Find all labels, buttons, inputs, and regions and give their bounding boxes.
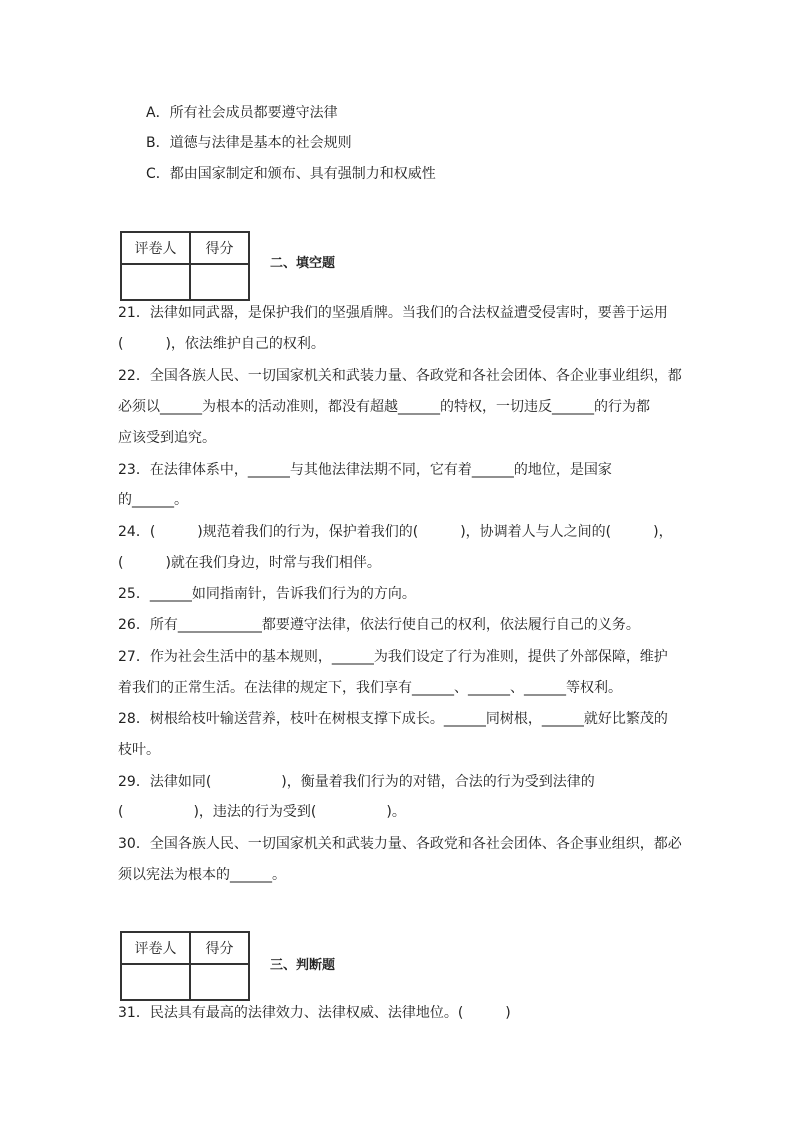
score-header: 得分	[190, 232, 249, 264]
question-line: ( )，违法的行为受到( )。	[118, 804, 406, 820]
question-line: 必须以______为根本的活动准则，都没有超越______的特权，一切违反______的行为都	[118, 399, 650, 415]
grader-cell[interactable]	[121, 264, 190, 300]
option-b: B．道德与法律是基本的社会规则	[146, 135, 352, 151]
score-cell[interactable]	[190, 964, 249, 1000]
grader-header: 评卷人	[121, 232, 190, 264]
question-line: 的______。	[118, 492, 188, 508]
option-a: A．所有社会成员都要遵守法律	[146, 105, 338, 121]
question-line: ( )就在我们身边，时常与我们相伴。	[118, 555, 381, 571]
question-line: 枝叶。	[118, 742, 160, 758]
question-line: 29．法律如同( )，衡量着我们行为的对错，合法的行为受到法律的	[118, 774, 595, 790]
grader-header: 评卷人	[121, 932, 190, 964]
question-line: 30．全国各族人民、一切国家机关和武装力量、各政党和各社会团体、各企事业组织，都必	[118, 836, 682, 852]
section-title-true-false: 三、判断题	[270, 958, 336, 973]
question-line: 24．( )规范着我们的行为，保护着我们的( )，协调着人与人之间的( )，	[118, 524, 673, 540]
question-line: 25．______如同指南针，告诉我们行为的方向。	[118, 586, 416, 602]
question-31: 31．民法具有最高的法律效力、法律权威、法律地位。( )	[118, 1005, 511, 1021]
grader-cell[interactable]	[121, 964, 190, 1000]
question-line: 着我们的正常生活。在法律的规定下，我们享有______、______、______等权利。	[118, 680, 622, 696]
question-line: ( )，依法维护自己的权利。	[118, 336, 325, 352]
question-line: 21．法律如同武器，是保护我们的坚强盾牌。当我们的合法权益遭受侵害时，要善于运用	[118, 305, 668, 321]
score-table	[120, 231, 250, 301]
question-line: 应该受到追究。	[118, 430, 216, 446]
question-line: 27．作为社会生活中的基本规则，______为我们设定了行为准则，提供了外部保障，维护	[118, 649, 668, 665]
question-line: 22．全国各族人民、一切国家机关和武装力量、各政党和各社会团体、各企业事业组织，都	[118, 368, 682, 384]
score-header: 得分	[190, 932, 249, 964]
question-line: 28．树根给枝叶输送营养，枝叶在树根支撑下成长。______同树根，______就好比繁茂的	[118, 711, 668, 727]
option-c: C．都由国家制定和颁布、具有强制力和权威性	[146, 166, 436, 182]
score-table	[120, 931, 250, 1001]
score-cell[interactable]	[190, 264, 249, 300]
question-line: 须以宪法为根本的______。	[118, 867, 286, 883]
question-line: 23．在法律体系中，______与其他法律法期不同，它有着______的地位，是国家	[118, 462, 612, 478]
question-line: 26．所有____________都要遵守法律，依法行使自己的权利，依法履行自己的义务。	[118, 617, 640, 633]
section-title-fill-blank: 二、填空题	[270, 256, 336, 271]
